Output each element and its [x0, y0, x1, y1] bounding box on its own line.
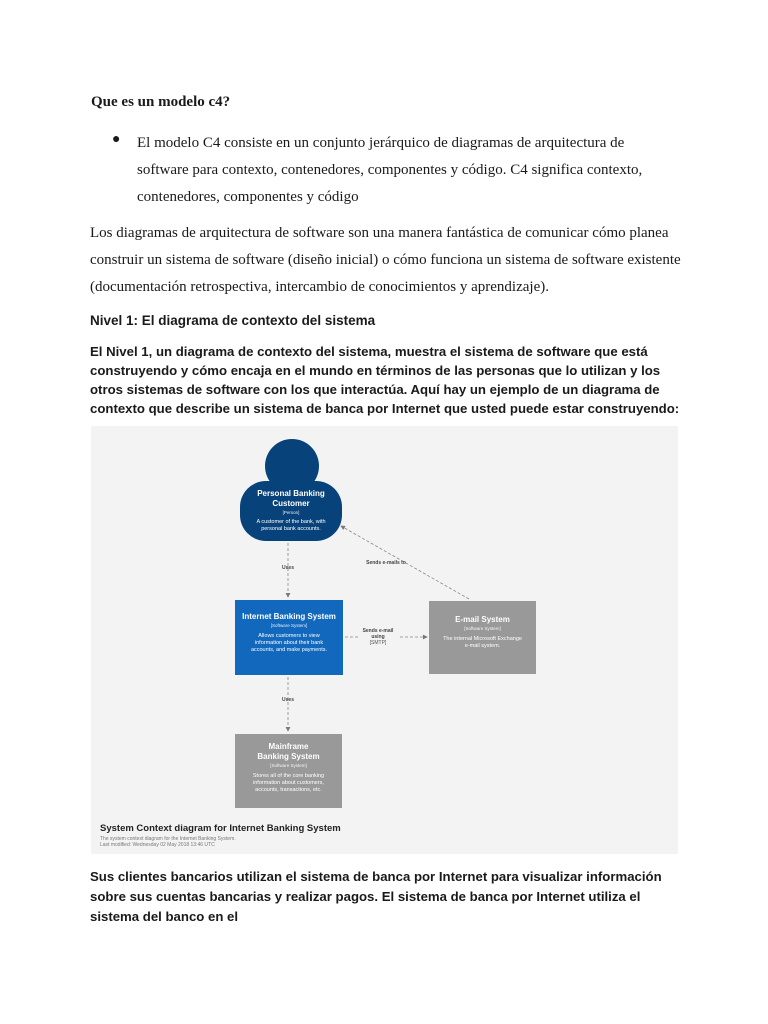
system-internet-banking — [235, 600, 343, 675]
system-description: The internal Microsoft Exchange e-mail system. — [443, 636, 522, 649]
label-sends-emails-to — [356, 560, 416, 566]
system-description: Allows customers to view information about their bank accounts, and make payments. — [250, 633, 328, 653]
system-name: Mainframe Banking System — [257, 742, 320, 761]
label-sends-emails-to-text: Sends e-mails to — [366, 560, 406, 566]
paragraph-intro: Los diagramas de arquitectura de software son una manera fantástica de comunicar cómo planea construir un sistema de software (diseño inicial) o cómo funciona un sistema de software existente (documentación retrospectiva, intercambio de conocimientos y aprendizaje). — [90, 225, 681, 295]
system-type: [Software System] — [464, 626, 501, 631]
system-mainframe-banking — [235, 734, 342, 808]
person-name: Personal Banking Customer — [257, 489, 325, 508]
system-name: Internet Banking System — [242, 612, 336, 621]
person-personal-banking-customer — [240, 481, 342, 541]
label-sends-email-using — [358, 628, 398, 646]
label-uses-bottom — [276, 697, 300, 703]
system-description: Stores all of the core banking information about customers, accounts, transactions, etc. — [252, 773, 325, 793]
caption-description: The system context diagram for the Internet Banking System. — [100, 836, 236, 842]
person-description: A customer of the bank, with personal bank accounts. — [256, 519, 326, 532]
system-type: [Software System] — [270, 763, 307, 768]
label-uses-top — [276, 565, 300, 571]
paragraph-level1: El Nivel 1, un diagrama de contexto del sistema, muestra el sistema de software que está construyendo y cómo encaja en el mundo en términos de las personas que lo utilizan y los otros sistemas de software con los que interactúa. Aquí hay un ejemplo de un diagrama de contexto que describe un sistema de banca por Internet que usted puede estar construyendo: — [90, 344, 680, 416]
context-diagram — [91, 426, 678, 854]
label-uses-bottom-text: Uses — [282, 697, 294, 703]
paragraph-customers: Sus clientes bancarios utilizan el sistema de banca por Internet para visualizar información sobre sus cuentas bancarias y realizar pagos. El sistema de banca por Internet utiliza el sistema del banco en el — [90, 869, 662, 924]
person-type: [Person] — [282, 510, 300, 515]
caption-last-modified: Last modified: Wednesday 02 May 2018 13:46 UTC — [100, 842, 215, 848]
system-email — [429, 601, 536, 674]
section-heading: Nivel 1: El diagrama de contexto del sistema — [90, 313, 376, 328]
label-smtp: [SMTP] — [369, 640, 387, 646]
system-type: [Software System] — [270, 623, 308, 628]
system-name: E-mail System — [455, 615, 510, 624]
bullet-text: El modelo C4 consiste en un conjunto jerárquico de diagramas de arquitectura de software para contexto, contenedores, componentes y código. C4 significa contexto, contenedores, componentes y código — [137, 135, 643, 205]
bullet-dot-icon: ● — [112, 132, 121, 147]
diagram-caption-title: System Context diagram for Internet Banking System — [100, 823, 341, 834]
document-title: Que es un modelo c4? — [91, 94, 231, 110]
label-uses-top-text: Uses — [282, 565, 294, 571]
label-sends-email-using-text: Sends e-mail using — [362, 628, 394, 640]
diagram-caption-subtitle — [100, 836, 236, 848]
